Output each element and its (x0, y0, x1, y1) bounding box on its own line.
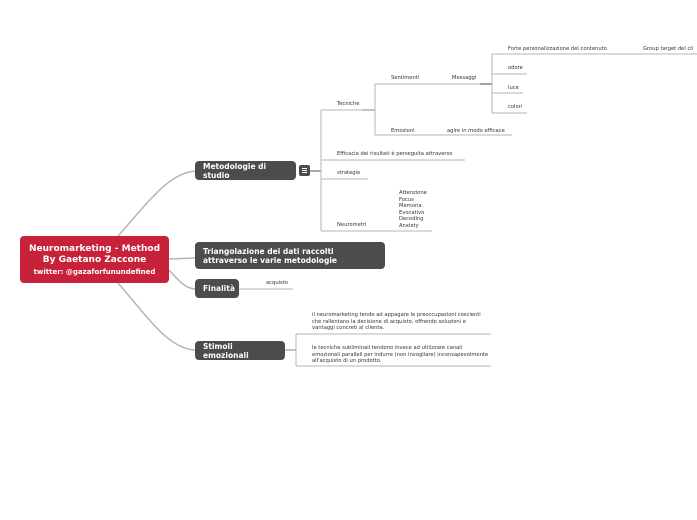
neurometri-item: Attenzione (399, 190, 427, 196)
connector-root-stimoli (118, 283, 196, 350)
neurometri-item: Decoding (399, 216, 424, 222)
node-tecniche[interactable]: Tecniche (337, 101, 360, 107)
node-luce[interactable]: luce (508, 85, 519, 91)
node-triangolazione[interactable] (195, 242, 385, 269)
node-forte-personalizzazione[interactable]: Forte personalizzazione del contenuto (508, 46, 607, 52)
neurometri-item: Evocativo (399, 209, 425, 216)
node-stimoli-text-1[interactable]: il neuromarketing tende ad appagare le preoccupazioni coscienti che rallentano la decisione di acquisto, offrendo soluzioni e vantaggi concreti al cliente. (312, 312, 481, 331)
node-emozioni[interactable]: Emozioni (391, 128, 415, 134)
neurometri-item: Focus (399, 196, 414, 203)
node-messaggi[interactable]: Messaggi (452, 75, 477, 81)
connector-root-triangolazione (169, 258, 196, 259)
neurometri-item: Anxiety (399, 222, 419, 229)
node-neurometri-items[interactable] (399, 190, 427, 229)
node-odore[interactable]: odore (508, 65, 523, 71)
node-stimoli-label: Stimoli emozionali (203, 341, 249, 360)
root-node[interactable] (20, 236, 169, 283)
root-title-line2: By Gaetano Zaccone (42, 255, 147, 265)
node-acquisto[interactable]: acquisto (266, 280, 288, 286)
node-agire[interactable]: agire in modo efficace (447, 128, 505, 134)
neurometri-item: Memoria (399, 203, 422, 209)
connector-root-finalita (169, 270, 196, 289)
node-stimoli[interactable] (195, 341, 285, 360)
root-title-line1: Neuromarketing - Method (28, 244, 161, 254)
connector-root-metodologie (118, 171, 196, 236)
node-stimoli-text-2[interactable]: le tecniche subliminali tendono invece ad utilizzare canali emozionali paralleli per indurre (non invogliare) inconsapevolmente all'acquisto di un prodotto. (312, 345, 489, 364)
node-strategie[interactable]: strategie (337, 170, 361, 176)
node-finalita[interactable] (195, 279, 239, 298)
node-neurometri[interactable]: Neurometri (337, 222, 367, 228)
node-efficacia[interactable]: Efficacia dei risultati è perseguita attraverso (337, 151, 453, 157)
node-metodologie[interactable] (195, 161, 296, 180)
node-triangolazione-label: Triangolazione dei dati raccolti attraverso le varie metodologie (203, 246, 337, 265)
root-subtitle: twitter: @gazaforfunundefined (33, 268, 156, 276)
node-metodologie-label: Metodologie di studio (203, 161, 267, 180)
collapse-toggle-icon[interactable] (299, 165, 310, 176)
node-colori[interactable]: colori (508, 104, 523, 110)
node-group-target[interactable]: Group target del cli (643, 46, 694, 52)
node-finalita-label: Finalità (203, 284, 235, 293)
node-sentimenti[interactable]: Sentimenti (391, 75, 420, 81)
